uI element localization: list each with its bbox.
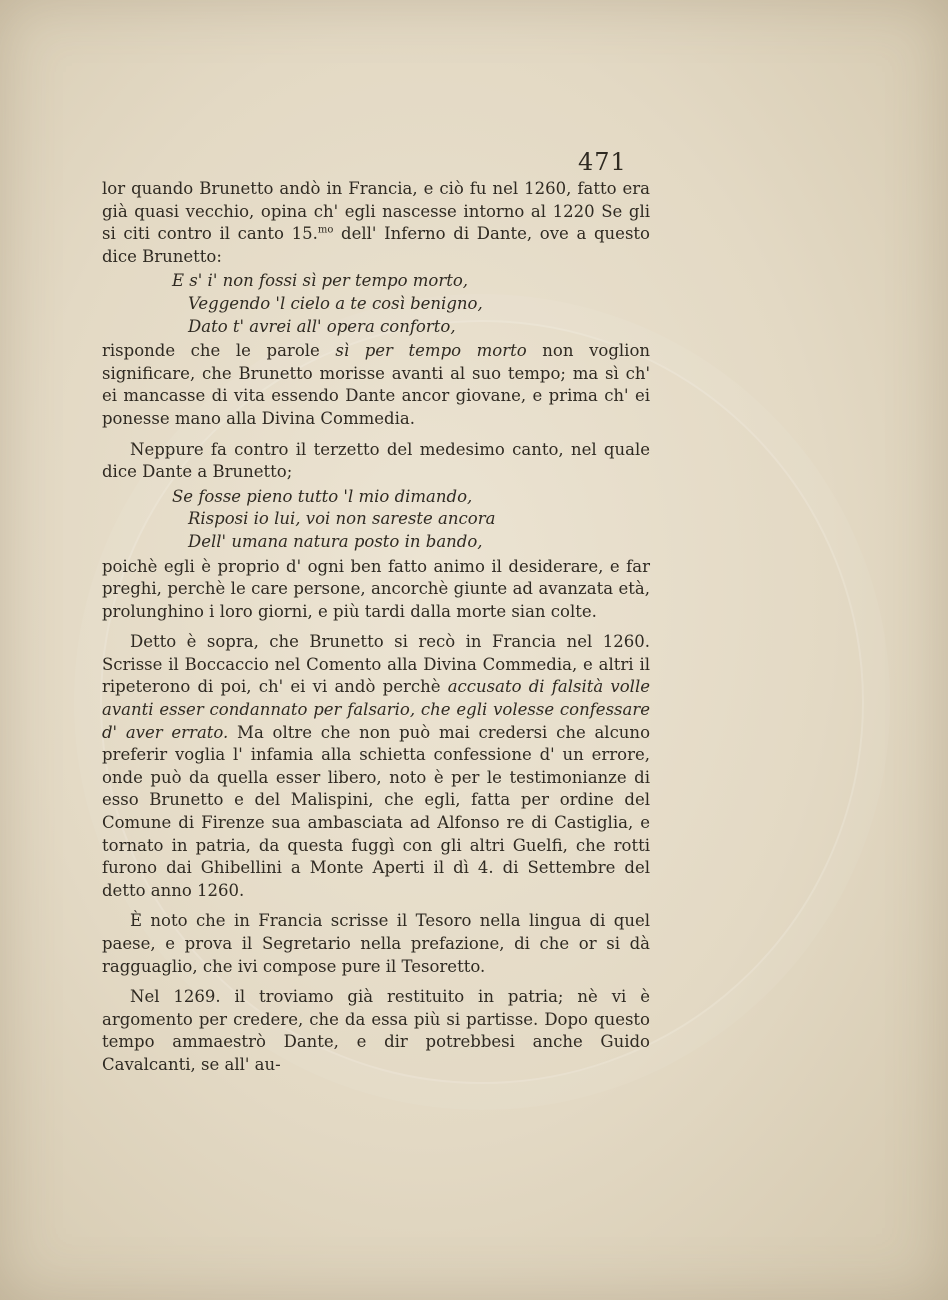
verse-quote-1 bbox=[102, 270, 650, 338]
intro-superscript: mo bbox=[317, 224, 334, 236]
para5-text-a: Detto è sopra, che Brunetto si recò in Francia nel 1260. Scrisse il Boccaccio nel Comento alla Divina Commedia, e altri il ripeterono di poi, ch' ei vi andò perchè bbox=[102, 632, 650, 697]
verse-line: Veggendo 'l cielo a te così benigno, bbox=[188, 293, 483, 313]
verse-line: Se fosse pieno tutto 'l mio dimando, bbox=[172, 486, 473, 506]
intro-text-b: dell' Inferno di Dante, ove a questo dice Brunetto: bbox=[102, 224, 650, 266]
verse-line: E s' i' non fossi sì per tempo morto, bbox=[172, 271, 469, 291]
paragraph-7: Nel 1269. il troviamo già restituito in patria; nè vi è argomento per credere, che da essa più si partisse. Dopo questo tempo ammaestrò Dante, e dir potrebbesi anche Guido Cavalcanti, se all' au- bbox=[102, 987, 650, 1074]
para5-text-b: Ma oltre che non può mai credersi che alcuno preferir voglia l' infamia alla schietta confessione d' un errore, onde può da quella esser libero, noto è per le testimonianze di esso Brunetto e del Malispini, che egli, fatta per ordine del Comune di Firenze sua ambasciata ad Alfonso re di Castiglia, e tornato in patria, da questa fuggì con gli altri Guelfi, che rotti furono dai Ghibellini a Monte Aperti il dì 4. di Settembre del detto anno 1260. bbox=[102, 722, 650, 900]
para5-italic: accusato di falsità volle avanti esser condannato per falsario, che egli volesse confessare d' aver errato. bbox=[102, 677, 650, 742]
intro-text-a: lor quando Brunetto andò in Francia, e ciò fu nel 1260, fatto era già quasi vecchio, opina ch' egli nascesse intorno al 1220 Se gli si citi contro il canto 15. bbox=[102, 179, 650, 244]
verse-line: Dato t' avrei all' opera conforto, bbox=[188, 316, 456, 336]
verse-line: Dell' umana natura posto in bando, bbox=[188, 531, 483, 551]
paragraph-2 bbox=[102, 340, 650, 430]
paragraph-intro bbox=[102, 178, 650, 268]
verse-quote-2 bbox=[102, 486, 650, 554]
body-text bbox=[102, 178, 650, 1077]
paragraph-3: Neppure fa contro il terzetto del medesimo canto, nel quale dice Dante a Brunetto; bbox=[102, 439, 650, 482]
page-number: 471 bbox=[578, 148, 627, 176]
verse-line: Risposi io lui, voi non sareste ancora bbox=[188, 509, 496, 529]
paragraph-4: poichè egli è proprio d' ogni ben fatto animo il desiderare, e far preghi, perchè le care persone, ancorchè giunte ad avanzata età, prolunghino i loro giorni, e più tardi dalla morte sian colte. bbox=[102, 556, 650, 621]
paragraph-6: È noto che in Francia scrisse il Tesoro nella lingua di quel paese, e prova il Segretario nella prefazione, di che or si dà ragguaglio, che ivi compose pure il Tesoretto. bbox=[102, 911, 650, 976]
paragraph-5 bbox=[102, 631, 650, 902]
para2-text-a: risponde che le parole bbox=[102, 341, 336, 361]
para2-italic: sì per tempo morto bbox=[335, 341, 527, 361]
para2-text-b: non voglion significare, che Brunetto morisse avanti al suo tempo; ma sì ch' ei mancasse di vita essendo Dante ancor giovane, e prima ch' ei ponesse mano alla Divina Commedia. bbox=[102, 341, 651, 428]
